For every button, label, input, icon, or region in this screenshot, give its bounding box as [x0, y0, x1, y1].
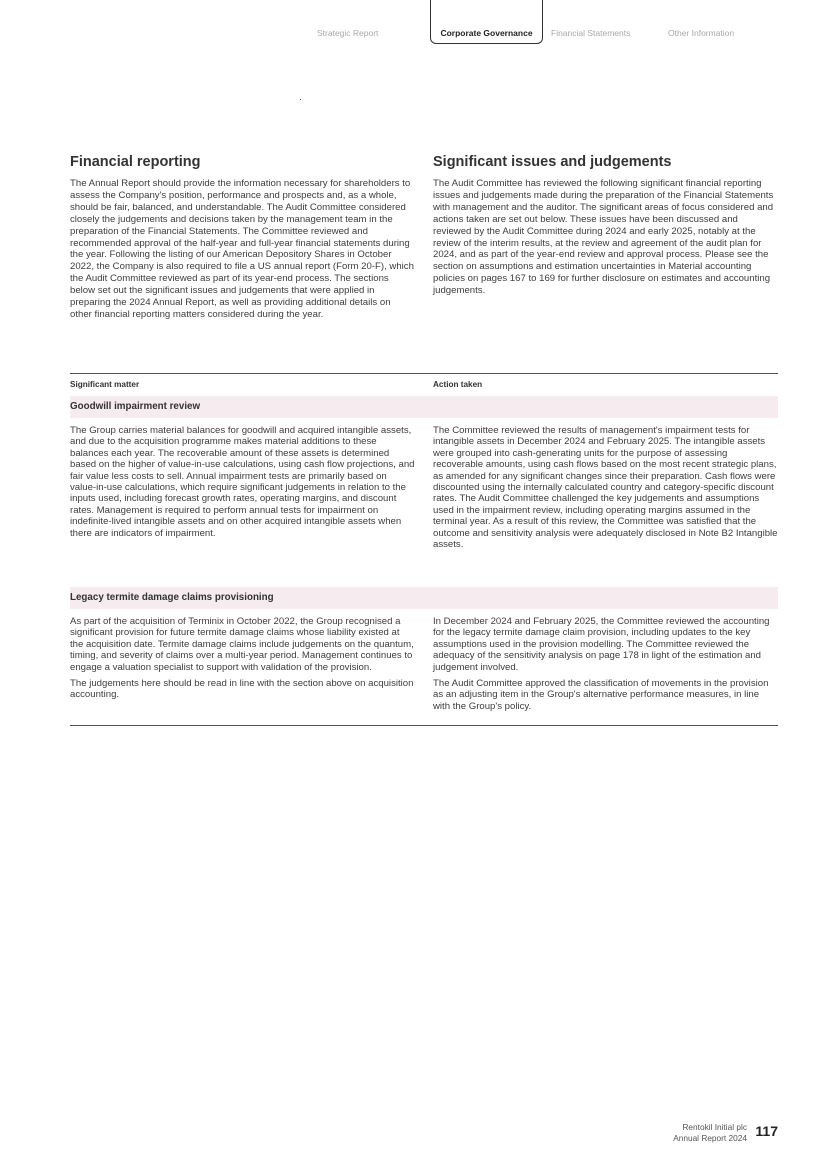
- significant-matters-table: [70, 373, 778, 726]
- action-cell: [433, 425, 778, 555]
- matter-paragraph: As part of the acquisition of Terminix in October 2022, the Group recognised a significant provision for future termite damage claims whose liability existed at the acquisition date. Termite damage claims include judgements on the quantum, timing, and severity of claims over a multi-year period. Management continues to engage a valuation specialist to support with validation of the provision.: [70, 616, 414, 673]
- stray-dot: [300, 99, 301, 100]
- header-significant-matter: Significant matter: [70, 380, 140, 389]
- matter-cell: [70, 425, 415, 544]
- nav-financial-statements[interactable]: Financial Statements: [551, 28, 631, 38]
- header-action-taken: Action taken: [433, 380, 483, 389]
- table-row: [70, 418, 778, 587]
- section-row-goodwill: [70, 396, 778, 418]
- nav-corporate-governance[interactable]: [430, 0, 543, 44]
- action-paragraph: The Audit Committee approved the classification of movements in the provision as an adjusting item in the Group's alternative performance measures, in line with the Group's policy.: [433, 678, 769, 712]
- table-row: [70, 609, 778, 725]
- significant-issues-text: The Audit Committee has reviewed the following significant financial reporting issues and judgements made during the preparation of the Financial Statements with management and the auditor. The significant areas of focus considered and actions taken are set out below. These issues have been discussed and reviewed by the Audit Committee during 2024 and early 2025, notably at the review of the interim results, at the review and agreement of the audit plan for 2024, and as part of the year-end review and approval process. Please see the section on assumptions and estimation uncertainties in Material accounting policies on pages 167 to 169 for further disclosure on estimates and accounting judgements.: [433, 178, 774, 297]
- action-paragraph: The Committee reviewed the results of management's impairment tests for intangible assets in December 2024 and February 2025. The intangible assets were grouped into cash-generating units for the purpose of assessing recoverable amounts, using cash flows based on the most recent strategic plans, as amended for any significant changes since their preparation. Cash flows were discounted using the internally calculated country and category-specific discount rates. The Audit Committee challenged the key judgements and assumptions used in the impairment review, including operating margins assumed in the terminal year. As a result of this review, the Committee was satisfied that the outcome and sensitivity analysis were adequately disclosed in Note B2 Intangible assets.: [433, 425, 778, 551]
- section-title: Goodwill impairment review: [70, 401, 201, 412]
- nav-corporate-governance-label: Corporate Governance: [440, 28, 533, 38]
- significant-issues-heading: Significant issues and judgements: [433, 154, 672, 170]
- matter-cell: [70, 616, 415, 706]
- action-paragraph: In December 2024 and February 2025, the Committee reviewed the accounting for the legacy termite damage claim provision, including updates to the key assumptions used in the provision modelling. The Committee reviewed the adequacy of the sensitivity analysis on page 178 in light of the estimation and judgement involved.: [433, 616, 770, 673]
- footer-company: Rentokil Initial plc: [682, 1122, 747, 1132]
- footer-report: Annual Report 2024: [673, 1132, 747, 1143]
- table-header-row: [70, 374, 778, 396]
- financial-reporting-section: [70, 153, 415, 321]
- page-number: 117: [755, 1123, 778, 1139]
- section-row-termite: [70, 587, 778, 609]
- matter-paragraph: The judgements here should be read in line with the section above on acquisition accounting.: [70, 678, 414, 701]
- section-nav: [0, 0, 825, 48]
- section-title: Legacy termite damage claims provisioning: [70, 592, 274, 603]
- nav-strategic-report[interactable]: Strategic Report: [317, 28, 379, 38]
- action-cell: [433, 616, 778, 717]
- table-bottom-rule: [70, 725, 778, 726]
- financial-reporting-heading: Financial reporting: [70, 154, 201, 170]
- matter-paragraph: The Group carries material balances for goodwill and acquired intangible assets, and due to the acquisition programme makes material additions to these balances each year. The recoverable amount of these assets is determined based on the higher of value-in-use calculations, using cash flow projections, and fair value less costs to sell. Annual impairment tests are primarily based on value-in-use calculations, which require significant judgements in relation to the inputs used, including forecast growth rates, operating margins, and discount rates. Management is required to perform annual tests for impairment on indefinite-lived intangible assets and on other acquired intangible assets when there are indicators of impairment.: [70, 425, 415, 539]
- financial-reporting-text: The Annual Report should provide the information necessary for shareholders to assess the Company's position, performance and prospects and, as a whole, should be fair, balanced, and understandable. The Audit Committee considered closely the judgements and decisions taken by the management team in the preparation of the Financial Statements. The Committee reviewed and recommended approval of the half-year and full-year financial statements during the year. Following the listing of our American Depository Shares in October 2022, the Company is also required to file a US annual report (Form 20-F), which the Audit Committee reviewed as part of its year-end process. The sections below set out the significant issues and judgements that were applied in preparing the 2024 Annual Report, as well as providing additional details on other financial reporting matters considered during the year.: [70, 178, 414, 320]
- footer-text: [673, 1122, 747, 1143]
- significant-issues-section: [433, 153, 778, 297]
- nav-other-information[interactable]: Other Information: [668, 28, 735, 38]
